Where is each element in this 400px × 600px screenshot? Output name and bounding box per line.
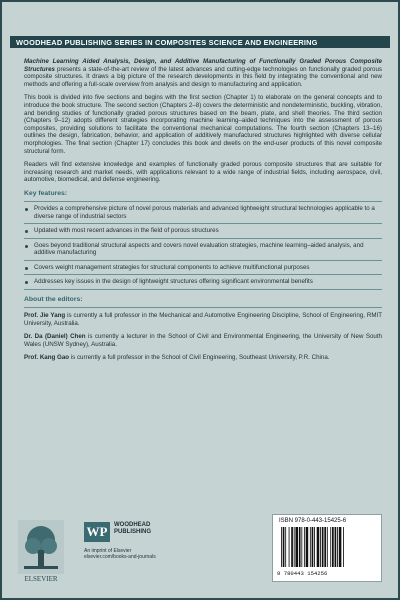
- publisher-logo-label: ELSEVIER: [24, 575, 58, 583]
- cover-content: [24, 58, 382, 368]
- list-item: Provides a comprehensive picture of novel porous materials and advanced lightweight structural technologies applicable to a diverse range of industrial sectors: [24, 201, 382, 223]
- editor-bio: is currently a lecturer in the School of Civil and Environmental Engineering, the University of New South Wales (UNSW Sydney), Australia.: [24, 333, 382, 348]
- book-title: Machine Learning Aided Analysis, Design, and Additive Manufacturing of Functionally Graded Porous Composite Structures: [24, 58, 382, 73]
- list-item: Updated with most recent advances in the field of porous structures: [24, 223, 382, 238]
- editor-name: Prof. Kang Gao: [24, 354, 70, 362]
- barcode-digits: 9 780443 154256: [277, 570, 328, 577]
- editor-name: Dr. Da (Daniel) Chen: [24, 333, 86, 341]
- readers-paragraph: Readers will find extensive knowledge and examples of functionally graded porous composite structures that are suitable for increasing research and market needs, with applications relevant to a wide range of industrial fields, including aerospace, civil, automotive, biomedical, and defense engineering.: [24, 161, 382, 184]
- intro-paragraph: [24, 58, 382, 88]
- publisher-url: elsevier.com/books-and-journals: [84, 554, 156, 560]
- intro-text: presents a state-of-the-art review of the latest advances and cutting-edge technologies on functionally graded porous composite structures. It draws a big picture of the research developments in this field by integrating the conventional and new methods and offering a full-scale overview from analysis and design to manufacturing and application.: [24, 65, 382, 88]
- list-item: Covers weight management strategies for structural components to achieve multifunctional purposes: [24, 260, 382, 275]
- woodhead-logo-icon: WP: [84, 522, 110, 542]
- divider: [24, 307, 382, 308]
- barcode-icon: [279, 527, 375, 569]
- elsevier-tree-logo-icon: [18, 520, 64, 584]
- editor-entry: [24, 333, 382, 348]
- key-features-list: [24, 201, 382, 290]
- imprint-text: An imprint of Elsevier: [84, 548, 132, 554]
- isbn-number: ISBN 978-0-443-15425-6: [279, 518, 347, 524]
- editor-entry: [24, 354, 382, 362]
- key-features-heading: Key features:: [24, 189, 68, 197]
- woodhead-name: WOODHEAD PUBLISHING: [114, 522, 152, 535]
- editor-entry: [24, 312, 382, 327]
- series-title: WOODHEAD PUBLISHING SERIES IN COMPOSITES SCIENCE AND ENGINEERING: [10, 36, 390, 48]
- editor-bio: is currently a full professor in the School of Civil Engineering, Southeast University, P.R. China.: [69, 354, 330, 362]
- barcode-box: [272, 514, 382, 582]
- editor-name: Prof. Jie Yang: [24, 312, 66, 320]
- bullet-icon: [25, 245, 28, 248]
- list-item: Addresses key issues in the design of lightweight structures offering significant environmental benefits: [24, 274, 382, 290]
- bullet-icon: [25, 281, 28, 284]
- editor-bio: is currently a full professor in the Mechanical and Automotive Engineering Discipline, School of Engineering, RMIT University, Australia.: [24, 312, 382, 327]
- structure-paragraph: This book is divided into five sections and begins with the first section (Chapter 1) to elaborate on the general concepts and to introduce the book structure. The second section (Chapters 2–8) covers the deterministic and nondeterministic, buckling, vibration, and bending studies of functionally graded porous structures based on the beam, plate, and shell theories. The third section (Chapters 9–12) adopts different strategies incorporating machine learning–aided techniques into the assessment of porous composites, providing solutions to facilitate the conventional mechanical computations. The fourth section (Chapters 13–16) outlines the design, fabrication, behavior, and application of additively manufactured structures highlighted with diverse cellular morphologies. The final section (Chapter 17) concludes this book and dwells on the end-user products of this novel composite structural form.: [24, 94, 382, 155]
- woodhead-block: [84, 522, 156, 560]
- editors-heading: About the editors:: [24, 296, 83, 304]
- bullet-icon: [25, 208, 28, 211]
- bullet-icon: [25, 230, 28, 233]
- list-item: Goes beyond traditional structural aspects and covers novel evaluation strategies, machine learning–aided analysis, and additive manufacturing: [24, 238, 382, 260]
- cover-footer: [18, 514, 382, 590]
- bullet-icon: [25, 267, 28, 270]
